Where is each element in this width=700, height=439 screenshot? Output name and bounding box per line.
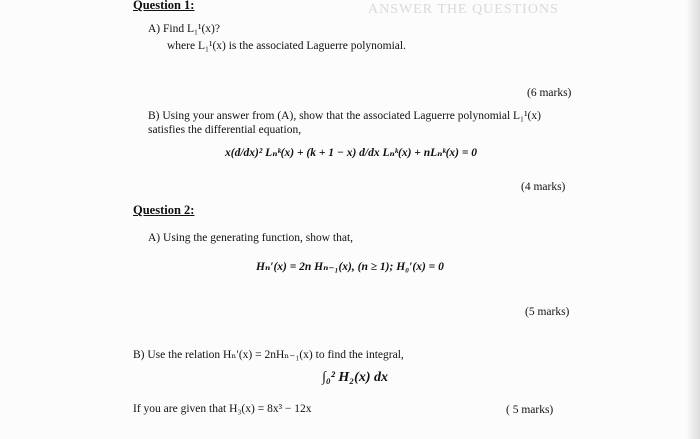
faint-watermark: ANSWER THE QUESTIONS — [368, 2, 559, 17]
q2-b-integral: ∫₀² H₂(x) dx — [322, 370, 389, 385]
q1-heading: Question 1: — [133, 0, 195, 12]
q1-a-line2: where L₁¹(x) is the associated Laguerre polynomial. — [167, 40, 406, 52]
q2-heading: Question 2: — [133, 203, 195, 217]
q1-b-equation: x(d/dx)² Lₙᵏ(x) + (k + 1 − x) d/dx Lₙᵏ(x) + nLₙᵏ(x) = 0 — [225, 147, 478, 159]
page-shadow-edge — [686, 0, 700, 439]
q1-a-line1: A) Find L₁¹(x)? — [148, 23, 220, 35]
q2-a-equation: Hₙ′(x) = 2n Hₙ₋₁(x), (n ≥ 1); H₀′(x) = 0 — [256, 261, 444, 273]
q1-b-marks: (4 marks) — [521, 181, 566, 193]
q2-a-line: A) Using the generating function, show that, — [148, 232, 354, 244]
q2-b-marks: ( 5 marks) — [506, 404, 554, 416]
q2-b-given: If you are given that H₃(x) = 8x³ − 12x — [133, 403, 312, 415]
q1-b-line2: satisfies the differential equation, — [148, 124, 302, 136]
q2-b-line: B) Use the relation Hₙ′(x) = 2nHₙ₋₁(x) to find the integral, — [133, 349, 404, 361]
q1-a-marks: (6 marks) — [527, 87, 572, 99]
q2-a-marks: (5 marks) — [525, 306, 570, 318]
q1-b-line1: B) Using your answer from (A), show that the associated Laguerre polynomial L₁¹(x) — [148, 110, 541, 122]
